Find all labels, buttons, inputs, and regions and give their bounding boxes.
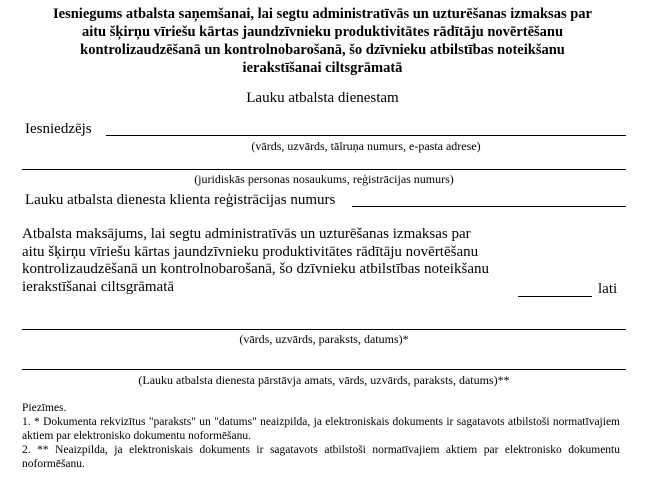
payment-line-4: ierakstīšanai ciltsgrāmatā: [22, 278, 175, 295]
title-line-1: Iesniegums atbalsta saņemšanai, lai segtu administratīvās un uzturēšanas izmaksas par: [53, 6, 592, 22]
payment-line-1: Atbalsta maksājums, lai segtu administratīvās un uzturēšanas izmaksas par: [22, 226, 471, 242]
applicant-legal-field[interactable]: [22, 169, 626, 170]
official-signature-caption: (Lauku atbalsta dienesta pārstāvja amats, vārds, uzvārds, paraksts, datums)**: [138, 373, 510, 387]
client-reg-field[interactable]: [352, 206, 626, 207]
applicant-label: Iesniedzējs: [25, 121, 92, 137]
notes-heading: Piezīmes.: [22, 402, 67, 414]
applicant-person-caption: (vārds, uzvārds, tālruņa numurs, e-pasta adrese): [251, 139, 481, 153]
applicant-person-field[interactable]: [106, 135, 626, 136]
notes-section: [22, 401, 620, 471]
applicant-signature-field[interactable]: [22, 329, 626, 330]
payment-line-3: kontrolizaudzēšanā un kontrolnobarošanā, šo dzīvnieku atbilstības noteikšanu: [22, 261, 489, 277]
addressee: Lauku atbalsta dienestam: [246, 90, 399, 106]
title-line-4: ierakstīšanai ciltsgrāmatā: [242, 60, 403, 76]
document-title: [20, 5, 625, 77]
applicant-signature-caption: (vārds, uzvārds, paraksts, datums)*: [239, 332, 409, 346]
title-line-3: kontrolizaudzēšanā un kontrolnobarošanā, šo dzīvnieku atbilstības noteikšanu: [80, 42, 565, 58]
currency-label: lati: [598, 281, 618, 297]
payment-line-2: aitu šķirņu vīriešu kārtas jaundzīvnieku produktivitātes rādītāju novērtēšanu: [22, 243, 479, 260]
note-2: 2. ** Neaizpilda, ja elektroniskais dokuments ir sagatavots atbilstoši normatīvajiem aktiem par elektronisko dokumentu noformēšanu.: [22, 444, 620, 470]
amount-field[interactable]: [518, 296, 592, 297]
note-1: 1. * Dokumenta rekvizītus "paraksts" un "datums" neaizpilda, ja elektroniskais dokuments ir sagatavots atbilstoši normatīvajiem aktiem par elektronisko dokumentu noformēšanu.: [22, 416, 620, 442]
payment-paragraph: [22, 226, 522, 296]
client-reg-label: Lauku atbalsta dienesta klienta reģistrācijas numurs: [25, 192, 336, 208]
official-signature-field[interactable]: [22, 369, 626, 370]
applicant-legal-caption: (juridiskās personas nosaukums, reģistrācijas numurs): [194, 172, 454, 186]
title-line-2: aitu šķirņu vīriešu kārtas jaundzīvnieku produktivitātes rādītāju novērtēšanu: [81, 24, 564, 40]
